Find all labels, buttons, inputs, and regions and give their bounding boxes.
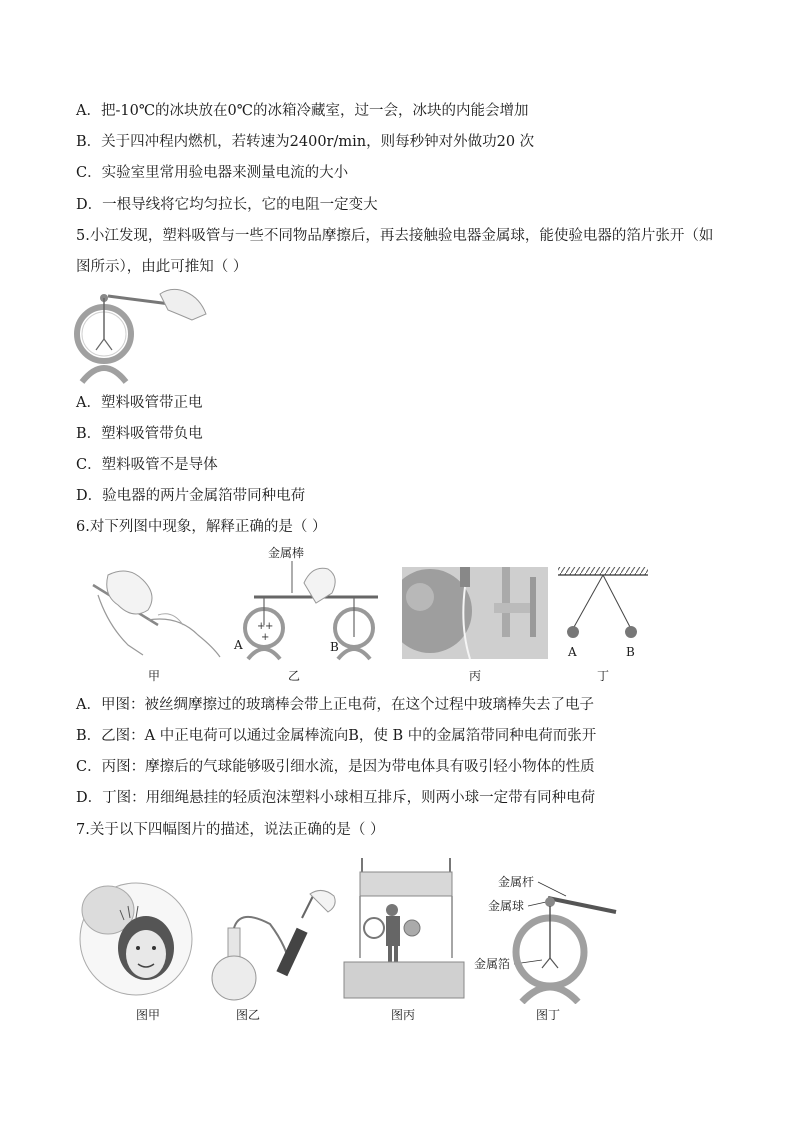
q6-figure-bing — [402, 567, 548, 659]
q4-option-a: A．把-10℃的冰块放在0℃的冰箱冷藏室，过一会，冰块的内能会增加 — [76, 103, 529, 119]
q7-figure-bing — [338, 858, 474, 1004]
q5-stem-line1: 5.小江发现，塑料吸管与一些不同物品摩擦后，再去接触验电器金属球，能使验电器的箔片张开（如 — [76, 228, 714, 244]
q7-caption-bing: 图丙 — [390, 1008, 415, 1022]
q7-figure-ding — [470, 868, 630, 1004]
q6-option-d: D．丁图：用细绳悬挂的轻质泡沫塑料小球相互排斥，则两小球一定带有同种电荷 — [76, 790, 596, 806]
q6-label-a: A — [234, 638, 243, 652]
q4-option-d: D．一根导线将它均匀拉长，它的电阻一定变大 — [76, 197, 378, 213]
q5-option-d: D．验电器的两片金属箔带同种电荷 — [76, 488, 306, 504]
q7-figure-jia — [76, 880, 196, 998]
q6-option-b: B．乙图：A 中正电荷可以通过金属棒流向B，使 B 中的金属箔带同种电荷而张开 — [76, 728, 597, 744]
q4-option-c: C．实验室里常用验电器来测量电流的大小 — [76, 165, 349, 181]
q7-label-foil: 金属箔 — [474, 957, 511, 971]
q7-label-ball: 金属球 — [488, 899, 525, 913]
q5-option-c: C．塑料吸管不是导体 — [76, 457, 218, 473]
q5-option-b: B．塑料吸管带负电 — [76, 426, 203, 442]
q6-plus-1: + — [257, 621, 266, 632]
q6-caption-jia: 甲 — [147, 669, 160, 683]
q6-option-c: C．丙图：摩擦后的气球能够吸引细水流，是因为带电体具有吸引轻小物体的性质 — [76, 759, 595, 775]
q6-plus-3: + — [261, 632, 270, 643]
q6-stem: 6.对下列图中现象，解释正确的是（ ） — [76, 519, 327, 535]
q7-label-rod: 金属杆 — [498, 875, 535, 889]
q7-stem: 7.关于以下四幅图片的描述，说法正确的是（ ） — [76, 822, 385, 838]
q5-electroscope-figure — [74, 284, 214, 384]
q6-label-rod: 金属棒 — [268, 546, 305, 560]
q7-caption-jia: 图甲 — [135, 1008, 160, 1022]
q7-caption-yi: 图乙 — [235, 1008, 260, 1022]
q4-option-b: B．关于四冲程内燃机，若转速为2400r/min，则每秒钟对外做功20 次 — [76, 134, 535, 150]
q6-figure-yi — [232, 543, 382, 661]
q6-caption-bing: 丙 — [468, 669, 481, 683]
q5-stem-line2: 图所示），由此可推知（ ） — [76, 259, 248, 275]
q5-option-a: A．塑料吸管带正电 — [76, 395, 203, 411]
q6-ding-label-b: B — [626, 645, 635, 659]
q6-caption-yi: 乙 — [287, 669, 300, 683]
q6-figure-ding — [556, 565, 651, 660]
q7-caption-ding: 图丁 — [535, 1008, 560, 1022]
q6-option-a: A．甲图：被丝绸摩擦过的玻璃棒会带上正电荷，在这个过程中玻璃棒失去了电子 — [76, 697, 594, 713]
q6-caption-ding: 丁 — [596, 669, 609, 683]
q6-figure-jia — [88, 565, 223, 660]
q6-ding-label-a: A — [568, 645, 577, 659]
q6-label-b: B — [330, 640, 339, 654]
q6-plus-2: + — [265, 621, 274, 632]
